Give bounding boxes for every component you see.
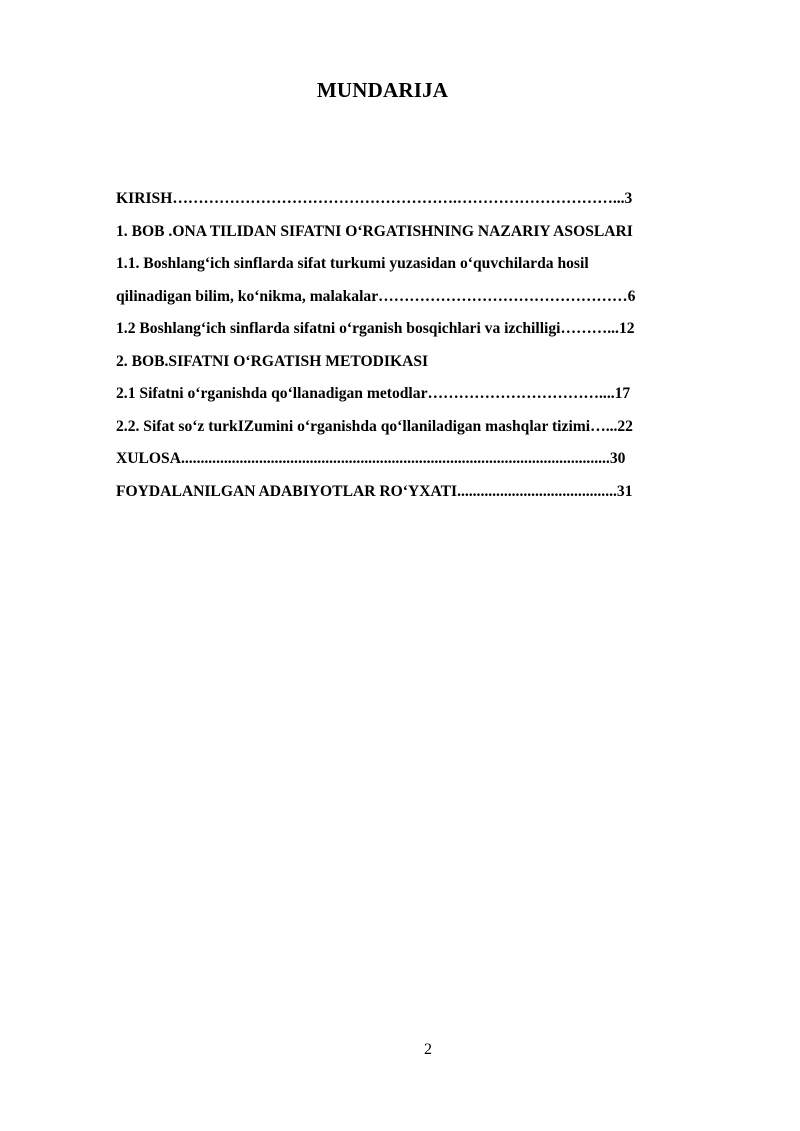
page-title: MUNDARIJA — [316, 78, 449, 102]
toc-entry-chapter-1: 1. BOB .ONA TILIDAN SIFATNI OʻRGATISHNING NAZARIY ASOSLARI — [116, 222, 633, 240]
toc-entry-conclusion: XULOSA..............................................................................................................30 — [116, 450, 626, 467]
toc-entry-references: FOYDALANILGAN ADABIYOTLAR ROʻYXATI.........................................31 — [116, 482, 633, 500]
toc-entry-section-1-2: 1.2 Boshlangʻich sinflarda sifatni oʻrganish bosqichlari va izchilligi………...12 — [116, 320, 635, 337]
toc-entry-chapter-2: 2. BOB.SIFATNI OʻRGATISH METODIKASI — [116, 352, 429, 370]
toc-entry-section-1-1: 1.1. Boshlangʻich sinflarda sifat turkumi yuzasidan oʻquvchilarda hosil — [116, 255, 589, 272]
toc-entry-section-1-1-continued: qilinadigan bilim, koʻnikma, malakalar…………………………………………6 — [116, 287, 636, 305]
toc-entry-introduction: KIRISH……………………………………………….…………………………...3 — [116, 190, 633, 207]
page-number: 2 — [424, 1041, 432, 1058]
toc-entry-section-2-1: 2.1 Sifatni oʻrganishda qoʻllanadigan metodlar……………………………....17 — [116, 385, 631, 402]
toc-entry-section-2-2: 2.2. Sifat soʻz turkIZumini oʻrganishda qoʻllaniladigan mashqlar tizimi…...22 — [116, 417, 633, 435]
table-of-contents — [116, 183, 746, 508]
